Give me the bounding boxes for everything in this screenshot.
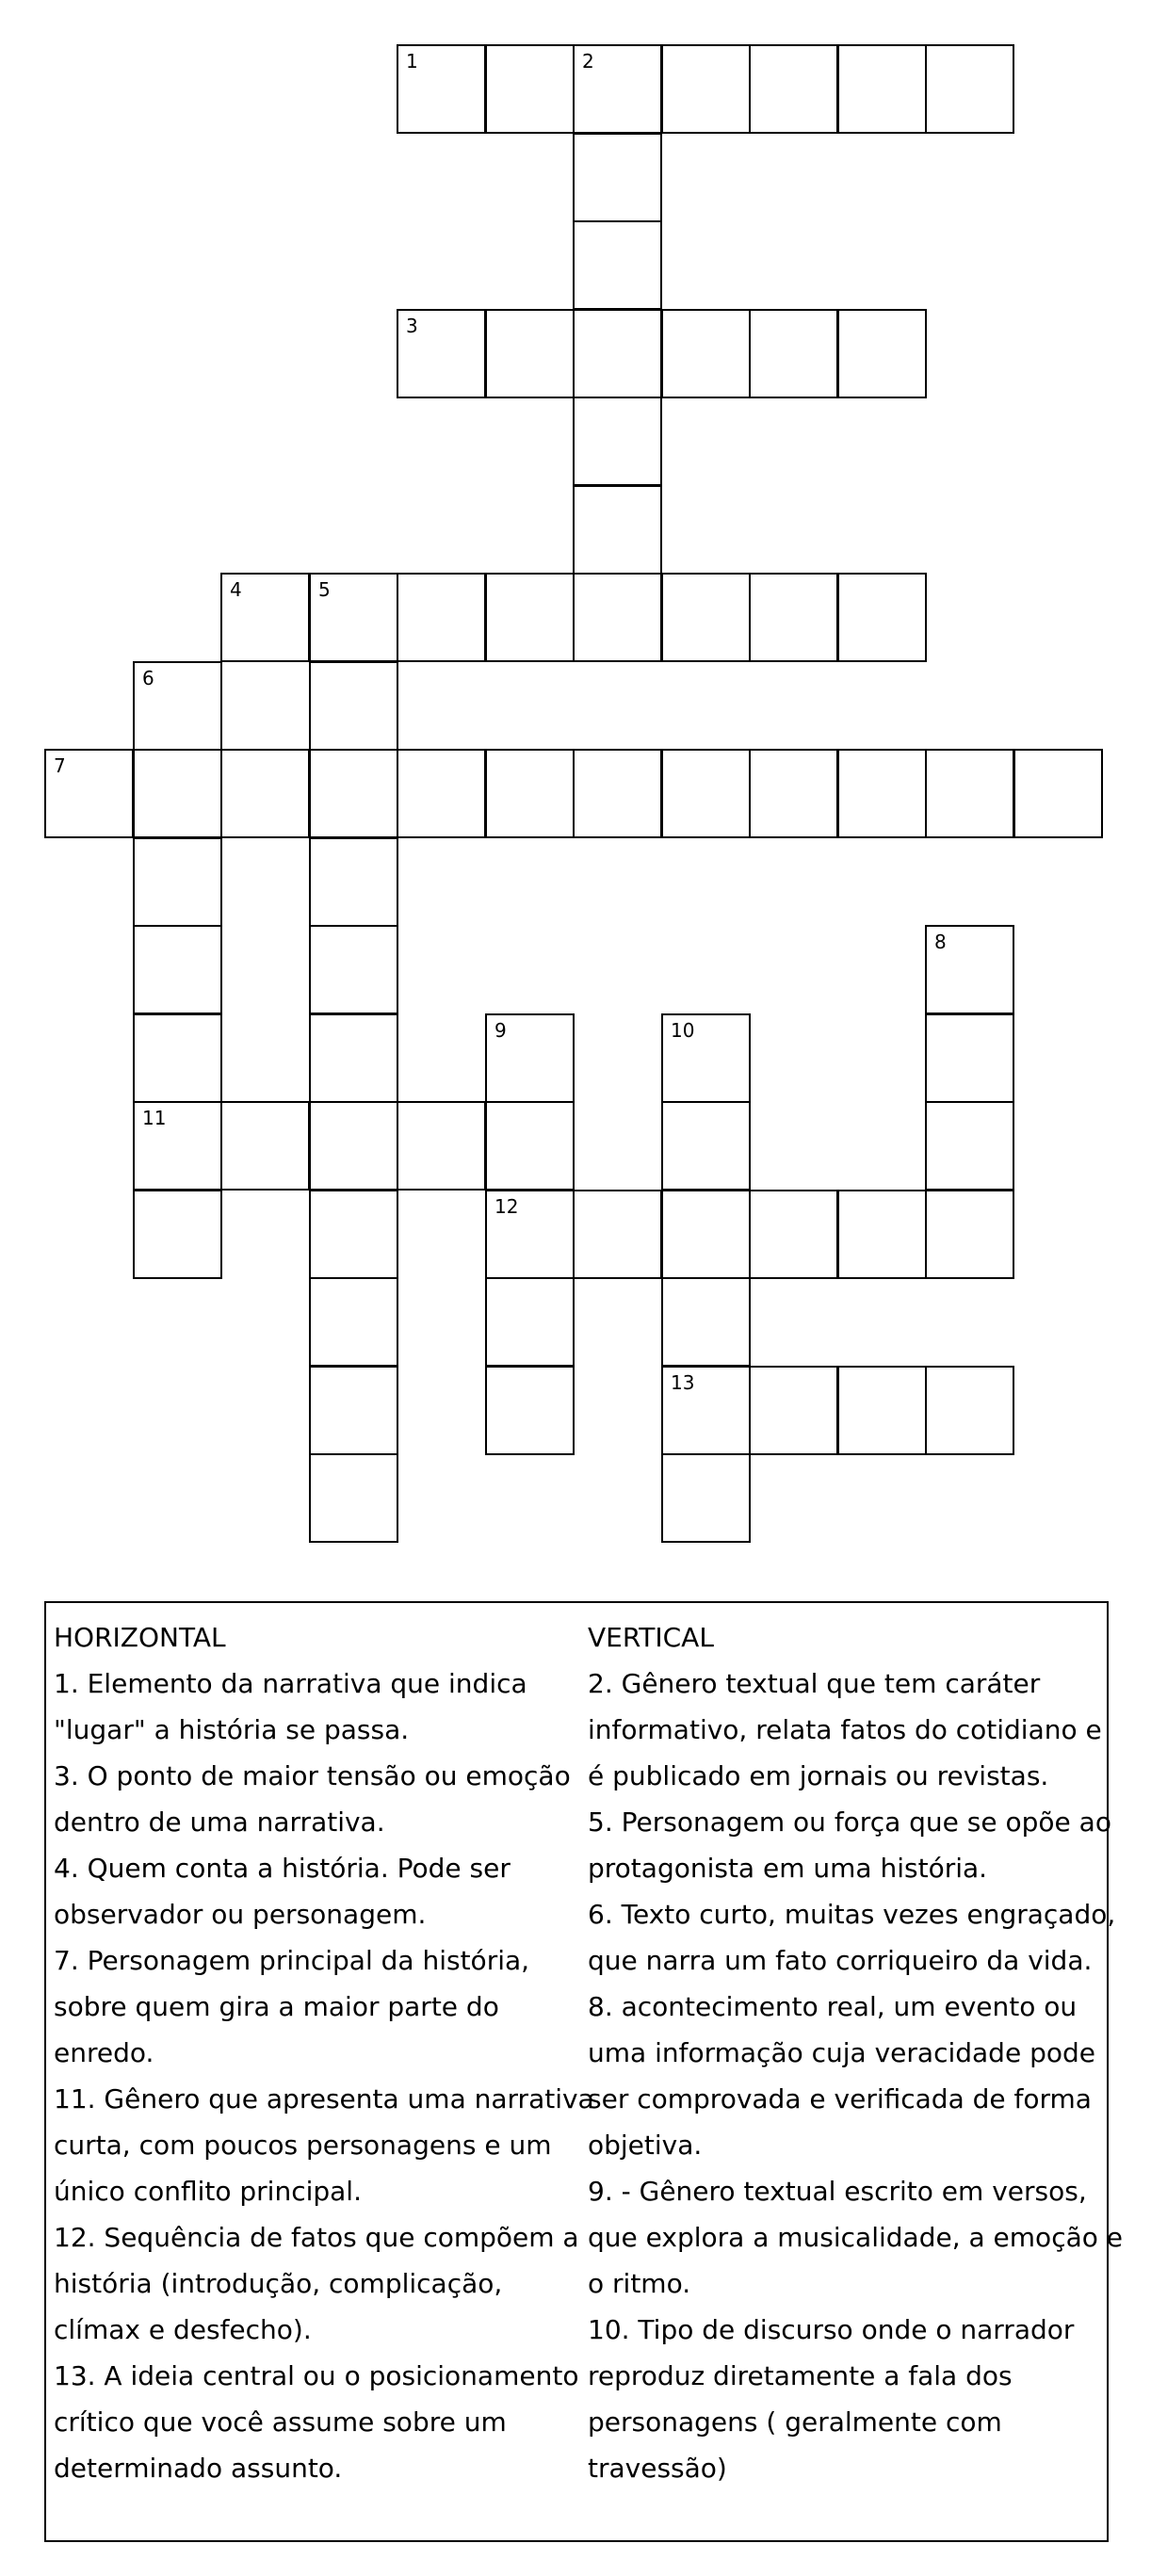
horizontal-clue-line: único conflito principal. — [54, 2176, 362, 2207]
crossword-cell[interactable] — [573, 44, 662, 134]
crossword-cell[interactable] — [309, 925, 398, 1014]
crossword-cell[interactable] — [485, 1277, 575, 1367]
crossword-cell[interactable] — [309, 1366, 398, 1455]
vertical-clue-line: o ritmo. — [588, 2268, 691, 2299]
crossword-cell[interactable] — [661, 573, 751, 662]
clue-number: 1 — [406, 50, 418, 73]
crossword-cell[interactable] — [397, 749, 486, 838]
crossword-cell[interactable] — [573, 573, 662, 662]
horizontal-clue-line: "lugar" a história se passa. — [54, 1714, 410, 1745]
crossword-cell[interactable] — [837, 44, 927, 134]
horizontal-clues — [54, 1614, 594, 2491]
clue-number: 7 — [54, 754, 66, 777]
crossword-cell[interactable] — [661, 1013, 751, 1103]
crossword-cell[interactable] — [749, 749, 838, 838]
crossword-cell[interactable] — [925, 925, 1014, 1014]
crossword-cell[interactable] — [309, 837, 398, 927]
crossword-cell[interactable] — [485, 573, 575, 662]
crossword-cell[interactable] — [661, 1366, 751, 1455]
horizontal-clue-line: história (introdução, complicação, — [54, 2268, 503, 2299]
crossword-cell[interactable] — [661, 44, 751, 134]
crossword-cell[interactable] — [749, 573, 838, 662]
vertical-clue-line: reproduz diretamente a fala dos — [588, 2360, 1013, 2391]
crossword-cell[interactable] — [925, 44, 1014, 134]
crossword-cell[interactable] — [573, 133, 662, 222]
crossword-cell[interactable] — [220, 573, 310, 662]
horizontal-clue-line: 13. A ideia central ou o posicionamento — [54, 2360, 579, 2391]
vertical-clue-line: protagonista em uma história. — [588, 1853, 988, 1884]
horizontal-clue-line: curta, com poucos personagens e um — [54, 2130, 552, 2161]
crossword-cell[interactable] — [133, 1101, 222, 1191]
crossword-cell[interactable] — [749, 309, 838, 398]
crossword-cell[interactable] — [309, 749, 398, 838]
vertical-clue-line: ser comprovada e verificada de forma — [588, 2083, 1092, 2114]
horizontal-clue-line: sobre quem gira a maior parte do — [54, 1991, 499, 2022]
crossword-cell[interactable] — [133, 925, 222, 1014]
crossword-cell[interactable] — [220, 1101, 310, 1191]
vertical-clue-line: uma informação cuja veracidade pode — [588, 2037, 1095, 2068]
crossword-cell[interactable] — [661, 309, 751, 398]
vertical-clue-line: 10. Tipo de discurso onde o narrador — [588, 2314, 1075, 2345]
vertical-clue-line: 9. - Gênero textual escrito em versos, — [588, 2176, 1087, 2207]
crossword-cell[interactable] — [573, 397, 662, 486]
vertical-clue-line: objetiva. — [588, 2130, 703, 2161]
crossword-cell[interactable] — [573, 749, 662, 838]
crossword-cell[interactable] — [397, 1101, 486, 1191]
horizontal-clue-line: dentro de uma narrativa. — [54, 1806, 385, 1838]
crossword-cell[interactable] — [573, 485, 662, 575]
vertical-clue-line: que narra um fato corriqueiro da vida. — [588, 1945, 1093, 1976]
crossword-cell[interactable] — [485, 1013, 575, 1103]
crossword-cell[interactable] — [133, 1190, 222, 1279]
crossword-cell[interactable] — [573, 1190, 662, 1279]
crossword-cell[interactable] — [485, 749, 575, 838]
crossword-cell[interactable] — [309, 1190, 398, 1279]
horizontal-clue-line: 11. Gênero que apresenta uma narrativa — [54, 2083, 594, 2114]
clue-number: 4 — [230, 578, 242, 601]
horizontal-clue-line: clímax e desfecho). — [54, 2314, 312, 2345]
crossword-cell[interactable] — [661, 1190, 751, 1279]
crossword-cell[interactable] — [573, 309, 662, 398]
crossword-cell[interactable] — [925, 1366, 1014, 1455]
horizontal-clue-line: 7. Personagem principal da história, — [54, 1945, 530, 1976]
crossword-cell[interactable] — [925, 1101, 1014, 1191]
crossword-cell[interactable] — [837, 309, 927, 398]
crossword-cell[interactable] — [485, 309, 575, 398]
crossword-cell[interactable] — [925, 749, 1014, 838]
clue-number: 3 — [406, 315, 418, 337]
vertical-clue-line: 2. Gênero textual que tem caráter — [588, 1668, 1041, 1699]
horizontal-title: HORIZONTAL — [54, 1622, 226, 1653]
crossword-cell[interactable] — [220, 749, 310, 838]
crossword-cell[interactable] — [309, 1453, 398, 1543]
crossword-cell[interactable] — [661, 1101, 751, 1191]
horizontal-clue-line: 12. Sequência de fatos que compõem a — [54, 2222, 579, 2253]
horizontal-clue-line: enredo. — [54, 2037, 154, 2068]
crossword-cell[interactable] — [661, 749, 751, 838]
clue-number: 8 — [934, 931, 947, 953]
crossword-cell[interactable] — [485, 1190, 575, 1279]
vertical-clue-line: 5. Personagem ou força que se opõe ao — [588, 1806, 1111, 1838]
crossword-cell[interactable] — [573, 220, 662, 310]
vertical-title: VERTICAL — [588, 1622, 714, 1653]
horizontal-clue-line: 4. Quem conta a história. Pode ser — [54, 1853, 511, 1884]
clues-box — [44, 1601, 1123, 2542]
vertical-clue-line: é publicado em jornais ou revistas. — [588, 1760, 1049, 1791]
crossword-cell[interactable] — [397, 44, 486, 134]
crossword-cell[interactable] — [309, 661, 398, 751]
vertical-clue-line: 8. acontecimento real, um evento ou — [588, 1991, 1078, 2022]
crossword-cell[interactable] — [837, 1366, 927, 1455]
crossword-cell[interactable] — [133, 1013, 222, 1103]
horizontal-clue-line: 3. O ponto de maior tensão ou emoção — [54, 1760, 571, 1791]
vertical-clue-line: travessão) — [588, 2453, 727, 2484]
clue-number: 5 — [318, 578, 331, 601]
crossword-cell[interactable] — [397, 309, 486, 398]
crossword-cell[interactable] — [485, 1101, 575, 1191]
crossword-cell[interactable] — [749, 44, 838, 134]
vertical-clue-line: personagens ( geralmente com — [588, 2406, 1002, 2438]
crossword-cell[interactable] — [397, 573, 486, 662]
crossword-cell[interactable] — [837, 749, 927, 838]
crossword-cell[interactable] — [925, 1013, 1014, 1103]
vertical-clue-line: 6. Texto curto, muitas vezes engraçado, — [588, 1899, 1116, 1930]
vertical-clue-line: informativo, relata fatos do cotidiano e — [588, 1714, 1102, 1745]
horizontal-clue-line: 1. Elemento da narrativa que indica — [54, 1668, 527, 1699]
crossword-cell[interactable] — [749, 1366, 838, 1455]
clue-number: 6 — [142, 667, 154, 689]
crossword-cell[interactable] — [133, 661, 222, 751]
crossword-cell[interactable] — [925, 1190, 1014, 1279]
clue-number: 2 — [582, 50, 594, 73]
clue-number: 12 — [494, 1195, 519, 1218]
crossword-cell[interactable] — [749, 1190, 838, 1279]
crossword-cell[interactable] — [309, 1013, 398, 1103]
crossword-cell[interactable] — [661, 1453, 751, 1543]
crossword-cell[interactable] — [485, 44, 575, 134]
crossword-cell[interactable] — [309, 573, 398, 662]
clue-number: 9 — [494, 1019, 507, 1042]
crossword-cell[interactable] — [133, 837, 222, 927]
horizontal-clue-line: crítico que você assume sobre um — [54, 2406, 507, 2438]
crossword-cell[interactable] — [44, 749, 134, 838]
horizontal-clue-line: determinado assunto. — [54, 2453, 343, 2484]
vertical-clue-line: que explora a musicalidade, a emoção e — [588, 2222, 1123, 2253]
crossword-cell[interactable] — [133, 749, 222, 838]
clue-number: 10 — [671, 1019, 695, 1042]
crossword-cell[interactable] — [485, 1366, 575, 1455]
crossword-cell[interactable] — [661, 1277, 751, 1367]
crossword-cell[interactable] — [309, 1101, 398, 1191]
crossword-cell[interactable] — [1013, 749, 1103, 838]
vertical-clues — [588, 1614, 1123, 2491]
clue-number: 13 — [671, 1371, 695, 1394]
horizontal-clue-line: observador ou personagem. — [54, 1899, 427, 1930]
crossword-cell[interactable] — [309, 1277, 398, 1367]
crossword-cell[interactable] — [837, 573, 927, 662]
crossword-cell[interactable] — [837, 1190, 927, 1279]
clue-number: 11 — [142, 1107, 167, 1129]
